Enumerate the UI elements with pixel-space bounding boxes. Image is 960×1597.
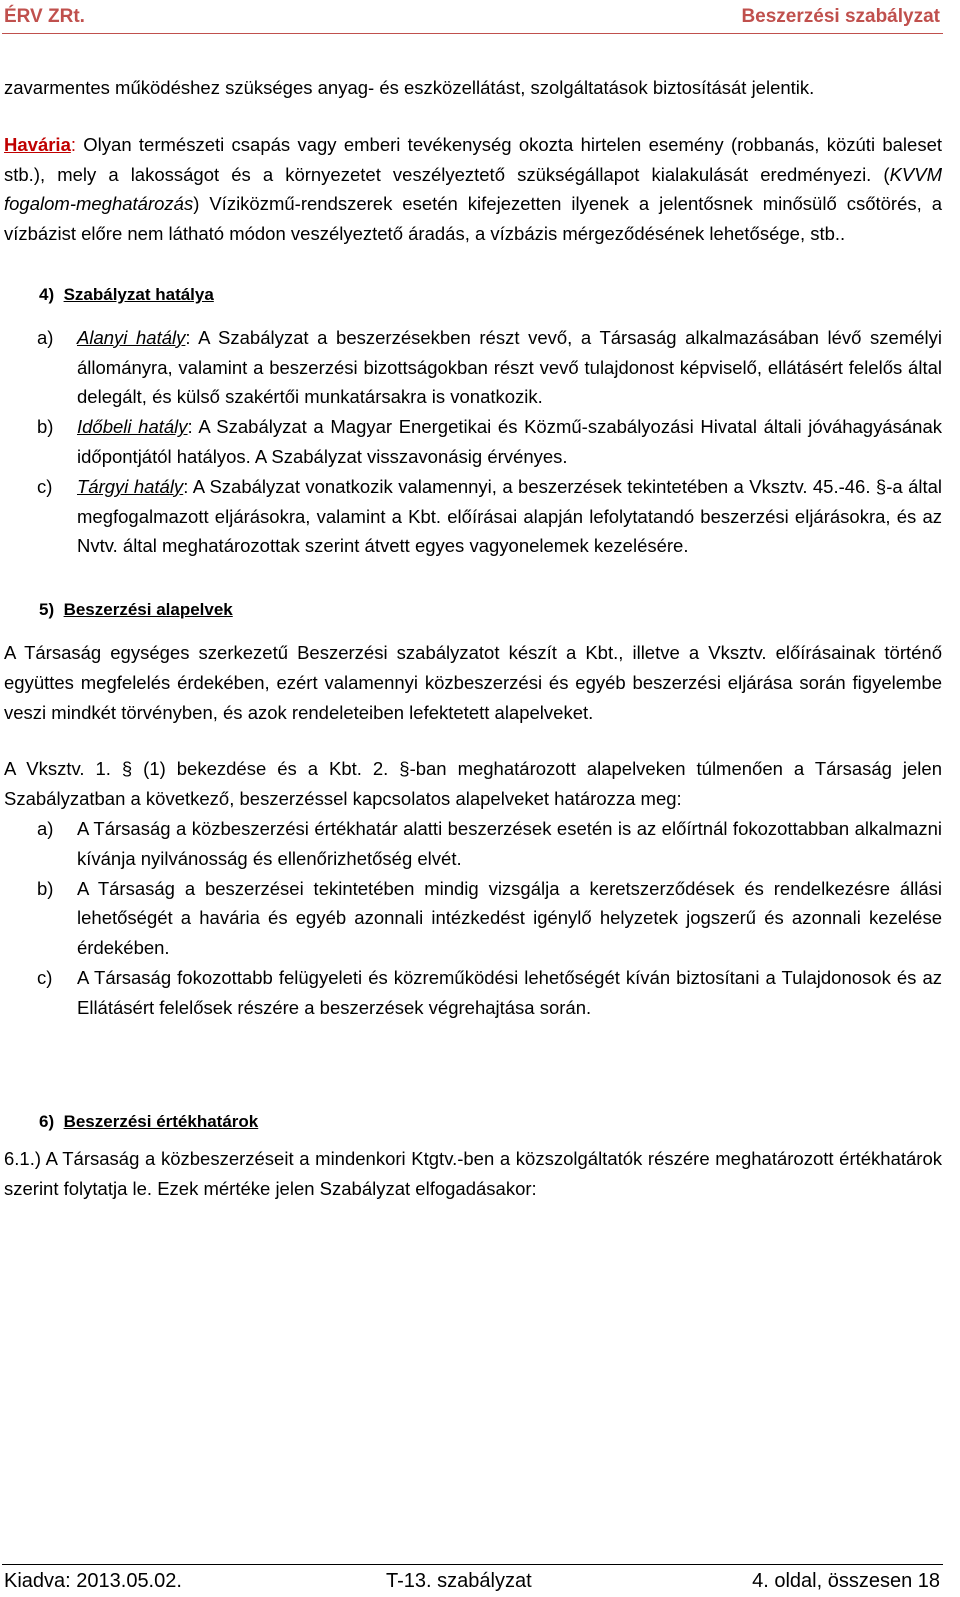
- section-6-heading: 6) Beszerzési értékhatárok: [39, 1111, 259, 1131]
- list-item: a) A Társaság a közbeszerzési értékhatár alatti beszerzések esetén is az előírtnál fokozottabban alkalmazni kívánja nyilvánosság és ellenőrizhetőség elvét.: [37, 817, 942, 869]
- list-item: a) Alanyi hatály: A Szabályzat a beszerzésekben részt vevő, a Társaság alkalmazásában lévő személyi állományra, valamint a beszerzési bizottságokban részt vevő tulajdonost képviselő, ellátásért felelős által delegált, és külső szakértői munkatársakra is vonatkozik.: [37, 326, 942, 408]
- section-4-heading: 4) Szabályzat hatálya: [39, 284, 214, 304]
- list-item: c) Tárgyi hatály: A Szabályzat vonatkozik valamennyi, a beszerzések tekintetében a Vksztv. 45.-46. §-a által megfogalmazott eljárásokra, valamint a Kbt. előírásai alapján lefolytatandó beszerzési eljárásokra, és az Nvtv. által meghatározottak szerint átvett egyes vagyonelemek kezelésére.: [37, 475, 943, 557]
- section-6-paragraph: 6.1.) A Társaság a közbeszerzéseit a mindenkori Ktgtv.-ben a közszolgáltatók részére meghatározott értékhatárok szerint folytatja le. Ezek mértéke jelen Szabályzat elfogadásakor:: [4, 1148, 942, 1200]
- section-5-paragraph-2: A Vksztv. 1. § (1) bekezdése és a Kbt. 2. §-ban meghatározott alapelveken túlmenően a Társaság jelen Szabályzatban a következő, beszerzéssel kapcsolatos alapelveket határozza meg:: [4, 758, 942, 810]
- havaria-term: Havária: [4, 133, 71, 155]
- section-4-list: [4, 323, 942, 561]
- havaria-paragraph: Havária: Olyan természeti csapás vagy emberi tevékenység okozta hirtelen esemény (robbanás, közúti baleset stb.), mely a lakosságot és a környezetet veszélyeztető szükségállapot kialakulását eredményezi. (KVVM fogalom-meghatározás) Víziközmű-rendszerek esetén kifejezetten ilyenek a jelentősnek minősülő csőtörés, a vízbázist előre nem látható módon veszélyeztető áradás, a vízbázis mérgeződésének lehetősége, stb..: [4, 133, 942, 245]
- footer-document-code: T-13. szabályzat: [386, 1570, 532, 1592]
- list-item: c) A Társaság fokozottabb felügyeleti és közreműködési lehetőségét kíván biztosítani a Tulajdonosok és az Ellátásért felelősek részére a beszerzések végrehajtása során.: [37, 966, 942, 1018]
- footer-issued-date: Kiadva: 2013.05.02.: [4, 1570, 182, 1592]
- header-doc-title: Beszerzési szabályzat: [741, 6, 940, 27]
- list-item: b) A Társaság a beszerzései tekintetében mindig vizsgálja a keretszerződések és rendelkezésre állási lehetőségét a havária és egyéb azonnali intézkedést igénylő helyzetek jogszerű és azonnali kezelése érdekében.: [37, 877, 942, 959]
- header-company: ÉRV ZRt.: [4, 6, 85, 27]
- intro-paragraph: zavarmentes működéshez szükséges anyag- és eszközellátást, szolgáltatások biztosítását jelentik.: [4, 77, 815, 98]
- section-5-paragraph: A Társaság egységes szerkezetű Beszerzési szabályzatot készít a Kbt., illetve a Vksztv. előírásainak történő együttes megfelelés érdekében, ezért valamennyi közbeszerzési és egyéb beszerzési eljárása során figyelembe veszi mindkét törvényben, és azok rendeleteiben lefektetett alapelveket.: [4, 641, 942, 723]
- kvvm-reference: KVVM fogalom-meghatározás: [4, 163, 942, 215]
- document-body: [4, 73, 942, 1204]
- section-5-heading: 5) Beszerzési alapelvek: [39, 600, 233, 620]
- header-rule: [2, 33, 943, 34]
- footer-page-number: 4. oldal, összesen 18: [752, 1570, 940, 1592]
- footer-rule: [2, 1564, 943, 1565]
- section-5-list: [4, 814, 942, 1023]
- list-item: b) Időbeli hatály: A Szabályzat a Magyar Energetikai és Közmű-szabályozási Hivatal általi jóváhagyásának időpontjától hatályos. A Szabályzat visszavonásig érvényes.: [37, 416, 943, 467]
